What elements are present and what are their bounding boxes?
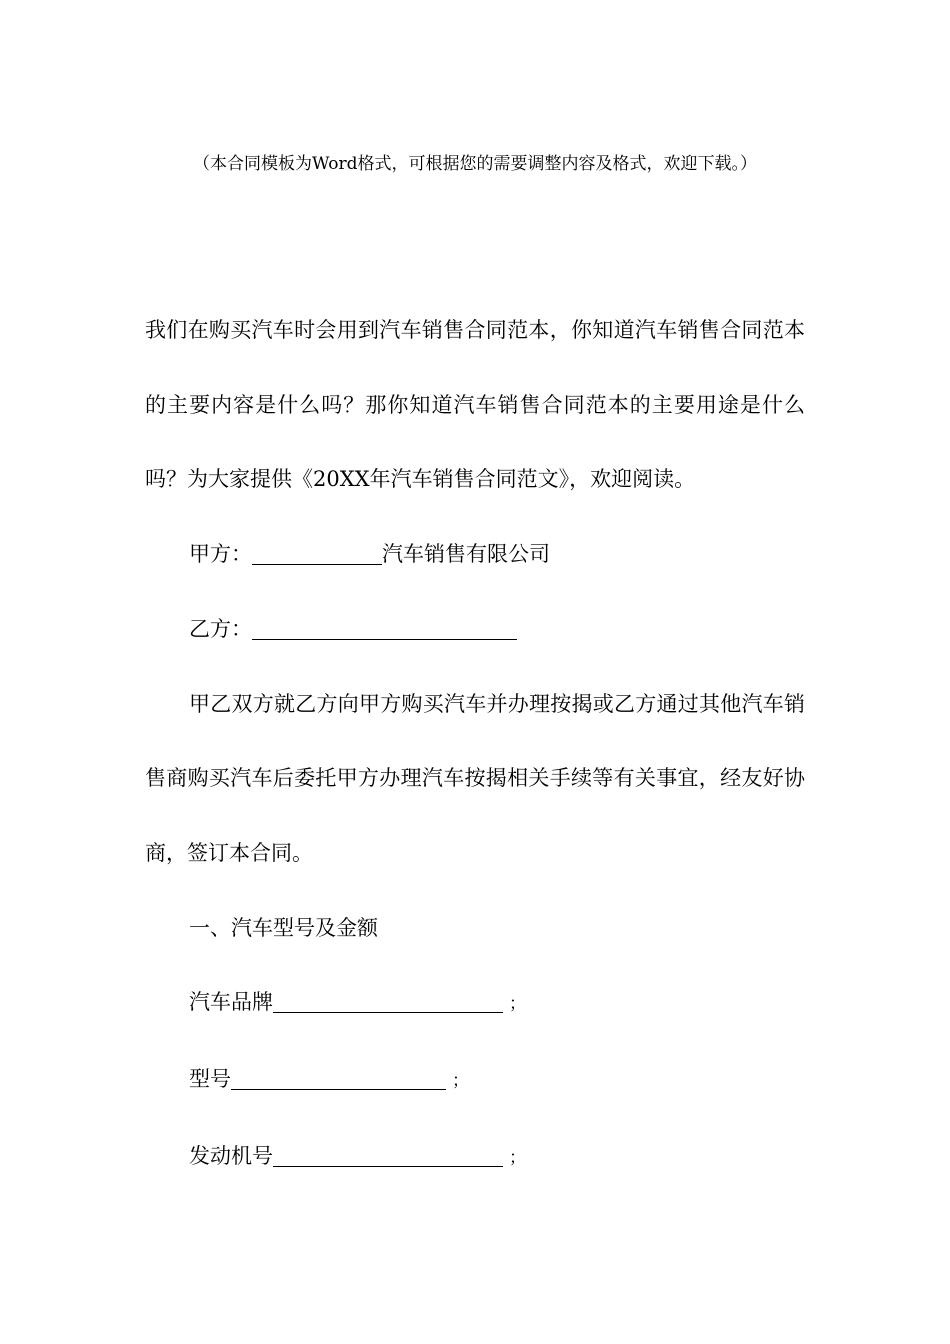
party-b-blank[interactable] — [252, 619, 517, 640]
field-label: 型号 — [189, 1067, 231, 1092]
field-end: ； — [509, 994, 526, 1015]
party-a-blank[interactable] — [252, 544, 382, 565]
field-end: ； — [509, 1147, 526, 1168]
field-engine-number — [145, 1119, 805, 1196]
template-note: （本合同模板为Word格式，可根据您的需要调整内容及格式，欢迎下载。） — [192, 154, 758, 174]
field-label: 汽车品牌 — [189, 990, 273, 1015]
party-b-line — [145, 592, 805, 667]
model-blank[interactable] — [231, 1069, 446, 1090]
field-model — [145, 1042, 805, 1119]
car-brand-blank[interactable] — [273, 992, 503, 1013]
party-a-suffix: 汽车销售有限公司 — [382, 542, 550, 567]
intro-paragraph: 我们在购买汽车时会用到汽车销售合同范本，你知道汽车销售合同范本的主要内容是什么吗？那你知道汽车销售合同范本的主要用途是什么吗？为大家提供《20XX年汽车销售合同范文》，欢迎阅读。 — [145, 318, 805, 492]
party-a-line — [145, 517, 805, 592]
field-car-brand — [145, 965, 805, 1042]
party-b-label: 乙方： — [189, 616, 252, 641]
field-end: ； — [452, 1071, 469, 1092]
contract-body — [145, 293, 805, 1195]
section-heading: 一、汽车型号及金额 — [189, 915, 378, 940]
party-a-label: 甲方： — [189, 542, 252, 567]
field-label: 发动机号 — [189, 1143, 273, 1168]
engine-number-blank[interactable] — [273, 1146, 503, 1167]
preamble-paragraph: 甲乙双方就乙方向甲方购买汽车并办理按揭或乙方通过其他汽车销售商购买汽车后委托甲方办理汽车按揭相关手续等有关事宜，经友好协商，签订本合同。 — [145, 691, 805, 865]
